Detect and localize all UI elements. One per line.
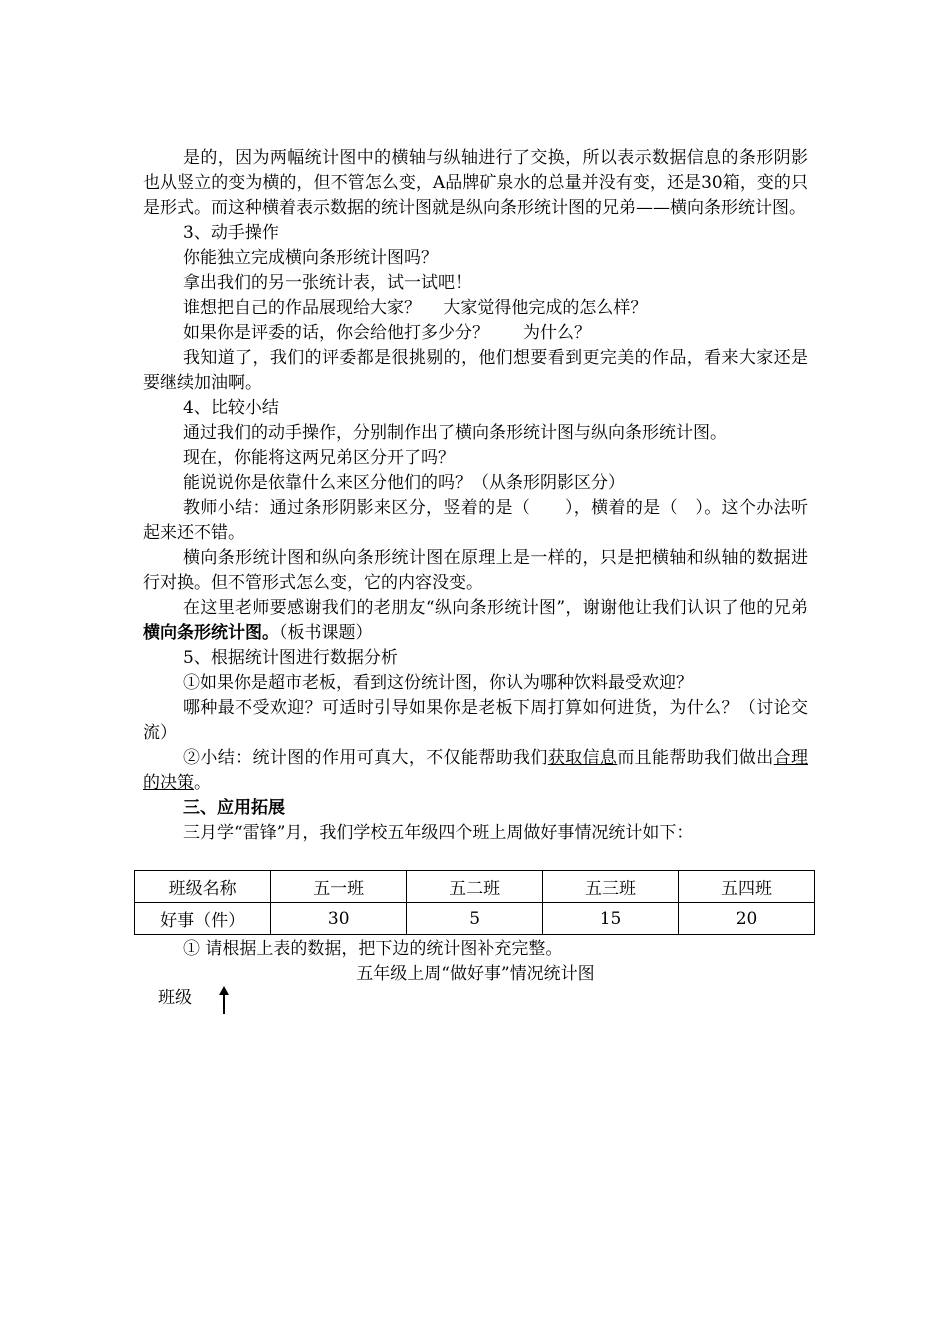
axis-arrow-icon: [217, 986, 231, 1014]
heading-analysis: 5、根据统计图进行数据分析: [183, 648, 398, 668]
summary: [143, 746, 808, 796]
question-1: ①如果你是超市老板，看到这份统计图，你认为哪种饮料最受欢迎？: [183, 673, 693, 693]
good-deeds-table: [134, 870, 815, 935]
paragraph: 通过我们的动手操作，分别制作出了横向条形统计图与纵向条形统计图。: [183, 423, 727, 443]
chart-section: [143, 937, 808, 987]
underlined-phrase: 获取信息: [547, 748, 618, 768]
table-row: [135, 903, 815, 935]
table-header-row: [135, 871, 815, 903]
underlined-phrase: 合理的决策: [143, 748, 809, 793]
question-2: 哪种最不受欢迎？可适时引导如果你是老板下周打算如何进货，为什么？（讨论交流）: [143, 698, 808, 743]
paragraph: 拿出我们的另一张统计表，试一试吧！: [183, 273, 472, 293]
paragraph: 横向条形统计图和纵向条形统计图在原理上是一样的，只是把横轴和纵轴的数据进行对换。但不管形式怎么变，它的内容没变。: [143, 548, 808, 593]
table-cell: 班级名称: [135, 871, 271, 903]
lesson-text: [143, 146, 808, 846]
heading-compare: 4、比较小结: [183, 398, 279, 418]
table-cell: 五四班: [679, 871, 815, 903]
lesson-title: 横向条形统计图。: [143, 623, 279, 643]
paragraph: 能说说你是依靠什么来区分他们的吗？（从条形阴影区分）: [183, 473, 625, 493]
paragraph-thanks: [143, 596, 808, 646]
thanks-note: （板书课题）: [279, 623, 373, 643]
table-cell: 15: [543, 903, 679, 935]
paragraph: 我知道了，我们的评委都是很挑剔的，他们想要看到更完美的作品，看来大家还是要继续加油啊。: [143, 348, 808, 393]
heading-hands-on: 3、动手操作: [183, 223, 279, 243]
table-cell: 五一班: [271, 871, 407, 903]
chart-title: 五年级上周“做好事”情况统计图: [356, 964, 595, 984]
table-cell: 30: [271, 903, 407, 935]
table-intro: 三月学“雷锋”月，我们学校五年级四个班上周做好事情况统计如下：: [183, 823, 694, 843]
paragraph: 你能独立完成横向条形统计图吗？: [183, 248, 438, 268]
table-cell: 五二班: [407, 871, 543, 903]
table-cell: 20: [679, 903, 815, 935]
thanks-text: 在这里老师要感谢我们的老朋友“纵向条形统计图”，谢谢他让我们认识了他的兄弟: [183, 598, 808, 618]
section-heading-application: 三、应用拓展: [183, 798, 285, 818]
instruction: ① 请根据上表的数据，把下边的统计图补充完整。: [183, 939, 563, 959]
paragraph: 谁想把自己的作品展现给大家？ 大家觉得他完成的怎么样？: [183, 298, 648, 318]
table-cell: 5: [407, 903, 543, 935]
summary-text: 而且能帮助我们做出: [617, 748, 774, 768]
table-cell: 好事（件）: [135, 903, 271, 935]
paragraph: 现在，你能将这两兄弟区分开了吗？: [183, 448, 455, 468]
summary-text: 。: [194, 773, 211, 793]
paragraph: 如果你是评委的话，你会给他打多少分？ 为什么？: [183, 323, 591, 343]
y-axis-label: 班级: [158, 988, 192, 1008]
paragraph-intro: 是的，因为两幅统计图中的横轴与纵轴进行了交换，所以表示数据信息的条形阴影也从竖立的变为横的，但不管怎么变，A品牌矿泉水的总量并没有变，还是30箱，变的只是形式。而这种横着表示数据的统计图就是纵向条形统计图的兄弟——横向条形统计图。: [143, 148, 808, 218]
table-cell: 五三班: [543, 871, 679, 903]
paragraph: 教师小结：通过条形阴影来区分，竖着的是（ ），横着的是（ ）。这个办法听起来还不错。: [143, 498, 808, 543]
summary-text: ②小结：统计图的作用可真大，不仅能帮助我们: [183, 748, 548, 768]
